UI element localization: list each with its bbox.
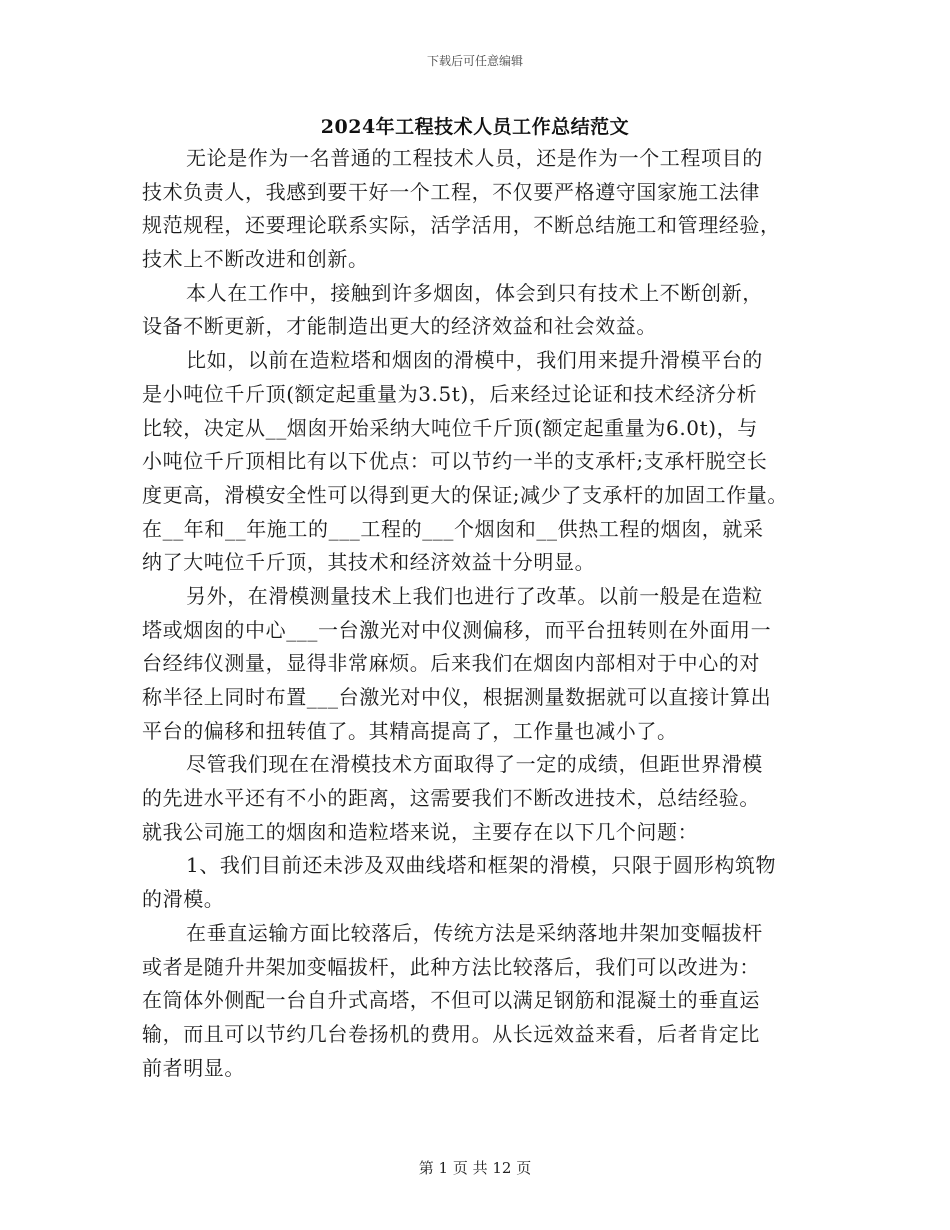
- body-line: 的先进水平还有不小的距离，这需要我们不断改进技术，总结经验。: [142, 786, 760, 811]
- body-line: 无论是作为一名普通的工程技术人员，还是作为一个工程项目的: [186, 146, 763, 170]
- body-line: 前者明显。: [142, 1055, 245, 1080]
- body-line: 比如，以前在造粒塔和烟囱的滑模中，我们用来提升滑模平台的: [186, 348, 763, 373]
- body-line: 输，而且可以节约几台卷扬机的费用。从长远效益来看，后者肯定比: [142, 1021, 760, 1046]
- body-line: 比较，决定从__烟囱开始采纳大吨位千斤顶(额定起重量为6.0t)，与: [142, 415, 758, 440]
- body-line: 是小吨位千斤顶(额定起重量为3.5t)，后来经过论证和技术经济分析: [142, 381, 758, 406]
- body-line: 设备不断更新，才能制造出更大的经济效益和社会效益。: [142, 314, 657, 339]
- body-line: 的滑模。: [142, 887, 225, 912]
- body-line: 纳了大吨位千斤顶，其技术和经济效益十分明显。: [142, 550, 596, 575]
- body-line: 另外，在滑模测量技术上我们也进行了改革。以前一般是在造粒: [186, 583, 763, 608]
- body-line: 1、我们目前还未涉及双曲线塔和框架的滑模，只限于圆形构筑物: [186, 853, 777, 878]
- body-line: 本人在工作中，接触到许多烟囱，体会到只有技术上不断创新，: [186, 280, 763, 305]
- body-line: 技术上不断改进和创新。: [142, 247, 369, 272]
- body-line: 小吨位千斤顶相比有以下优点：可以节约一半的支承杆;支承杆脱空长: [142, 449, 768, 474]
- document-body: [142, 142, 812, 1085]
- body-line: 就我公司施工的烟囱和造粒塔来说，主要存在以下几个问题：: [142, 819, 699, 844]
- body-line: 技术负责人，我感到要干好一个工程，不仅要严格遵守国家施工法律: [142, 179, 760, 204]
- document-title: 2024年工程技术人员工作总结范文: [320, 116, 630, 138]
- page-number: 第 1 页 共 12 页: [418, 1159, 532, 1177]
- body-line: 规范规程，还要理论联系实际，活学活用，不断总结施工和管理经验，: [142, 213, 781, 238]
- body-line: 在垂直运输方面比较落后，传统方法是采纳落地井架加变幅拔杆: [186, 920, 763, 945]
- body-line: 度更高，滑模安全性可以得到更大的保证;减少了支承杆的加固工作量。: [142, 482, 788, 507]
- header-note: 下载后可任意编辑: [426, 54, 523, 68]
- body-line: 在__年和__年施工的___工程的___个烟囱和__供热工程的烟囱，就采: [142, 516, 764, 541]
- body-line: 台经纬仪测量，显得非常麻烦。后来我们在烟囱内部相对于中心的对: [142, 651, 760, 676]
- body-line: 或者是随升井架加变幅拔杆，此种方法比较落后，我们可以改进为：: [142, 954, 760, 979]
- body-line: 塔或烟囱的中心___一台激光对中仪测偏移，而平台扭转则在外面用一: [142, 617, 772, 642]
- body-line: 在筒体外侧配一台自升式高塔，不但可以满足钢筋和混凝土的垂直运: [142, 988, 760, 1013]
- body-line: 尽管我们现在在滑模技术方面取得了一定的成绩，但距世界滑模: [186, 752, 763, 777]
- body-line: 平台的偏移和扭转值了。其精高提高了，工作量也减小了。: [142, 718, 678, 743]
- body-line: 称半径上同时布置___台激光对中仪，根据测量数据就可以直接计算出: [142, 685, 772, 709]
